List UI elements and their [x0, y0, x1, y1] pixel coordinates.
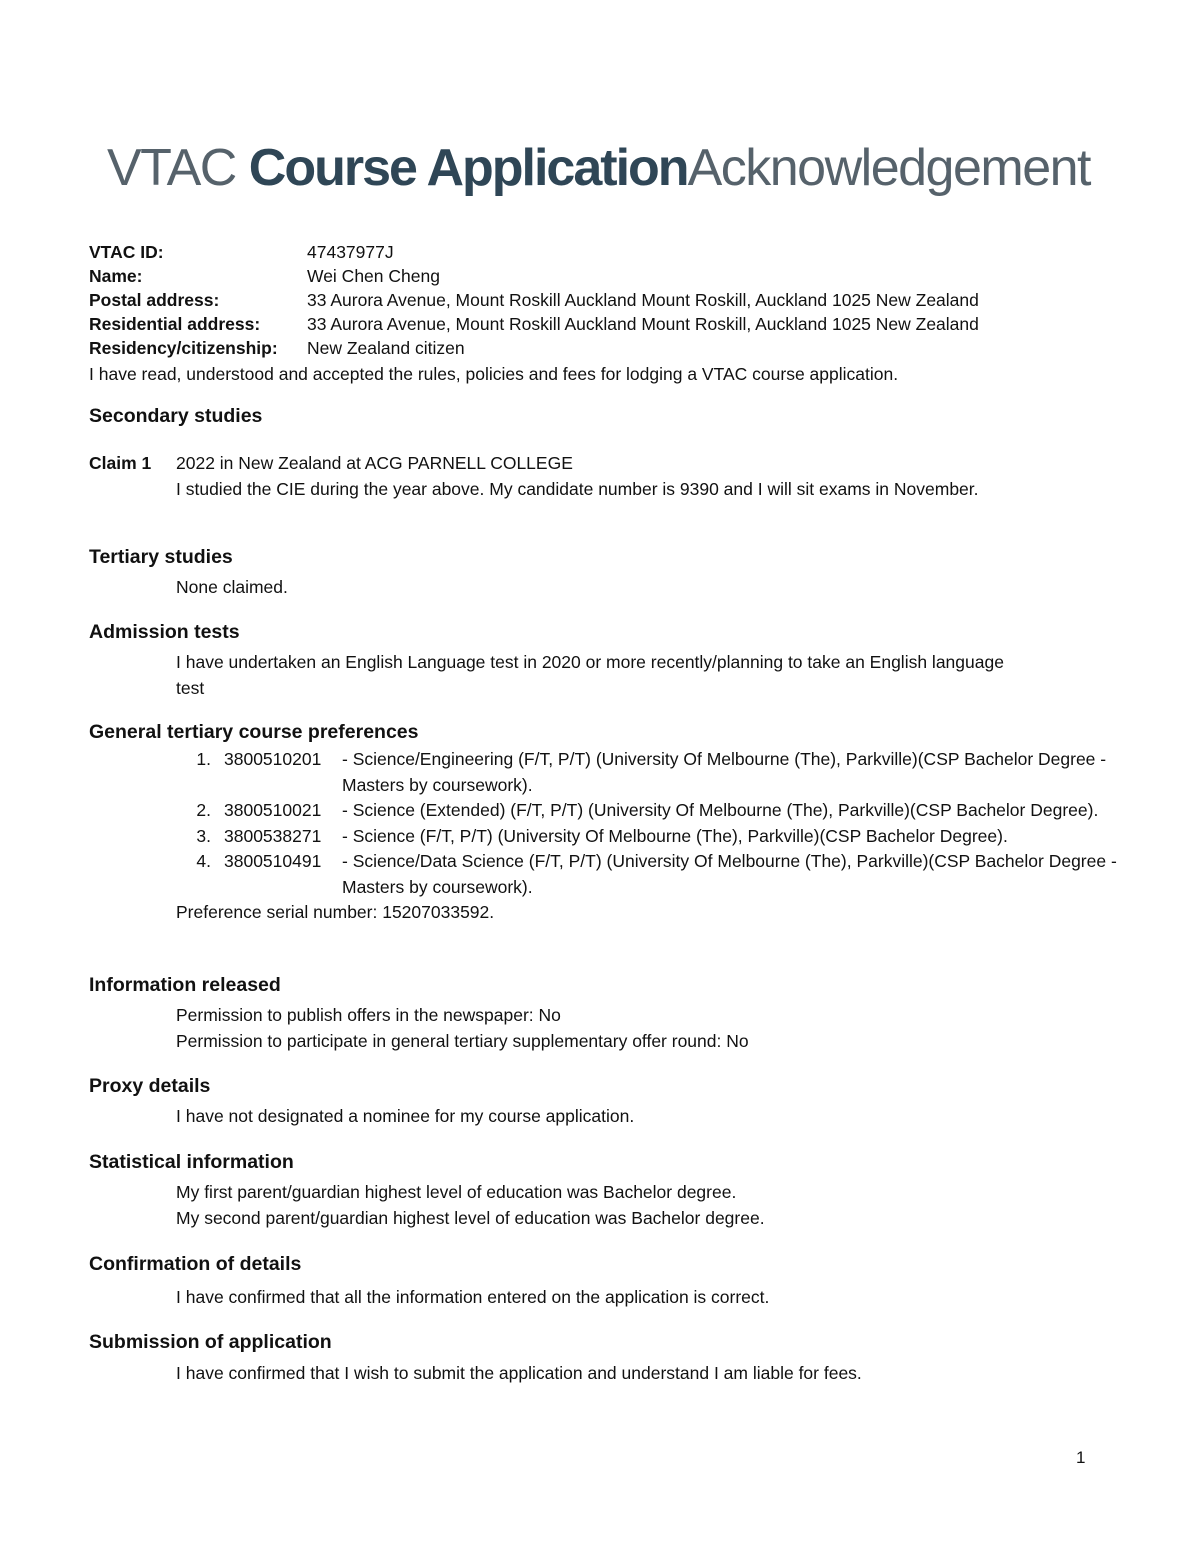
- preference-code: 3800510201: [224, 749, 322, 769]
- claim-detail: I studied the CIE during the year above. My candidate number is 9390 and I will sit exams in November.: [176, 478, 979, 499]
- preference-serial-number: Preference serial number: 15207033592.: [176, 902, 495, 922]
- permission-supplementary: Permission to participate in general tertiary supplementary offer round: No: [176, 1030, 749, 1051]
- section-statistical-information: [89, 1149, 1129, 1231]
- preference-text: - Science (F/T, P/T) (University Of Melbourne (The), Parkville)(CSP Bachelor Degree).: [342, 825, 1008, 846]
- preference-text: - Science/Engineering (F/T, P/T) (University Of Melbourne (The), Parkville)(CSP Bachelor Degree - Masters by coursework).: [342, 749, 1107, 795]
- section-proxy-details: [89, 1073, 1129, 1130]
- detail-row-residential-address: [89, 312, 1129, 336]
- preference-list: [176, 747, 1129, 900]
- title-acknowledgement: Acknowledgement: [687, 139, 1090, 197]
- preference-item: [176, 747, 1129, 798]
- admission-text: I have undertaken an English Language test in 2020 or more recently/planning to take an English language test: [176, 652, 1004, 698]
- preference-number: 2.: [196, 800, 211, 820]
- claim-row: [89, 451, 1129, 502]
- claim-school: 2022 in New Zealand at ACG PARNELL COLLEGE: [176, 453, 573, 473]
- detail-value: Wei Chen Cheng: [307, 266, 440, 286]
- detail-label: Residential address:: [89, 314, 261, 334]
- section-title: Statistical information: [89, 1151, 294, 1173]
- tertiary-text: None claimed.: [176, 577, 288, 597]
- preference-code: 3800510491: [224, 851, 322, 871]
- section-title: Proxy details: [89, 1075, 211, 1097]
- detail-row-name: [89, 264, 1129, 288]
- confirmation-text: I have confirmed that all the information entered on the application is correct.: [176, 1287, 770, 1307]
- detail-value: New Zealand citizen: [307, 338, 465, 358]
- detail-row-postal-address: [89, 288, 1129, 312]
- permission-newspaper: Permission to publish offers in the newspaper: No: [176, 1005, 561, 1025]
- document-title: [107, 138, 1090, 198]
- first-parent-education: My first parent/guardian highest level of education was Bachelor degree.: [176, 1182, 737, 1202]
- preference-code: 3800510021: [224, 800, 322, 820]
- section-admission-tests: [89, 619, 1129, 701]
- section-title: Admission tests: [89, 621, 240, 643]
- section-title: Confirmation of details: [89, 1253, 302, 1275]
- detail-label: Name:: [89, 266, 143, 286]
- preference-code: 3800538271: [224, 825, 322, 846]
- detail-label: Residency/citizenship:: [89, 338, 278, 358]
- preference-item: [176, 798, 1129, 824]
- section-title: General tertiary course preferences: [89, 721, 419, 743]
- preference-number: 4.: [196, 851, 211, 871]
- preference-text: - Science (Extended) (F/T, P/T) (University Of Melbourne (The), Parkville)(CSP Bachelor Degree).: [342, 800, 1099, 820]
- proxy-text: I have not designated a nominee for my course application.: [176, 1106, 635, 1126]
- section-confirmation-of-details: [89, 1251, 1129, 1311]
- acceptance-statement: I have read, understood and accepted the rules, policies and fees for lodging a VTAC course application.: [89, 364, 899, 384]
- title-vtac: VTAC: [107, 139, 236, 197]
- detail-value: 33 Aurora Avenue, Mount Roskill Auckland Mount Roskill, Auckland 1025 New Zealand: [307, 290, 979, 310]
- section-title: Tertiary studies: [89, 546, 233, 568]
- section-tertiary-studies: [89, 544, 1129, 601]
- title-course-application: Course Application: [248, 139, 688, 197]
- preference-number: 3.: [196, 825, 211, 846]
- section-title: Information released: [89, 974, 281, 996]
- submission-text: I have confirmed that I wish to submit the application and understand I am liable for fees.: [176, 1363, 862, 1383]
- detail-label: VTAC ID:: [89, 242, 164, 262]
- section-title: Submission of application: [89, 1331, 332, 1353]
- second-parent-education: My second parent/guardian highest level of education was Bachelor degree.: [176, 1207, 765, 1228]
- section-submission-of-application: [89, 1329, 1129, 1387]
- preference-number: 1.: [196, 749, 211, 769]
- detail-label: Postal address:: [89, 290, 220, 310]
- preference-text: - Science/Data Science (F/T, P/T) (University Of Melbourne (The), Parkville)(CSP Bachelor Degree - Masters by coursework).: [342, 851, 1117, 897]
- applicant-details: [89, 240, 1129, 386]
- preference-item: [176, 824, 1129, 850]
- detail-value: 47437977J: [307, 242, 394, 262]
- detail-row-vtac-id: [89, 240, 1129, 264]
- detail-row-residency: [89, 336, 1129, 360]
- page-number: 1: [1076, 1448, 1086, 1467]
- section-secondary-studies: [89, 403, 1129, 502]
- preference-item: [176, 849, 1129, 900]
- detail-value: 33 Aurora Avenue, Mount Roskill Auckland Mount Roskill, Auckland 1025 New Zealand: [307, 314, 979, 334]
- claim-label: Claim 1: [89, 453, 152, 473]
- section-course-preferences: [89, 719, 1129, 926]
- section-information-released: [89, 972, 1129, 1054]
- section-title: Secondary studies: [89, 405, 263, 427]
